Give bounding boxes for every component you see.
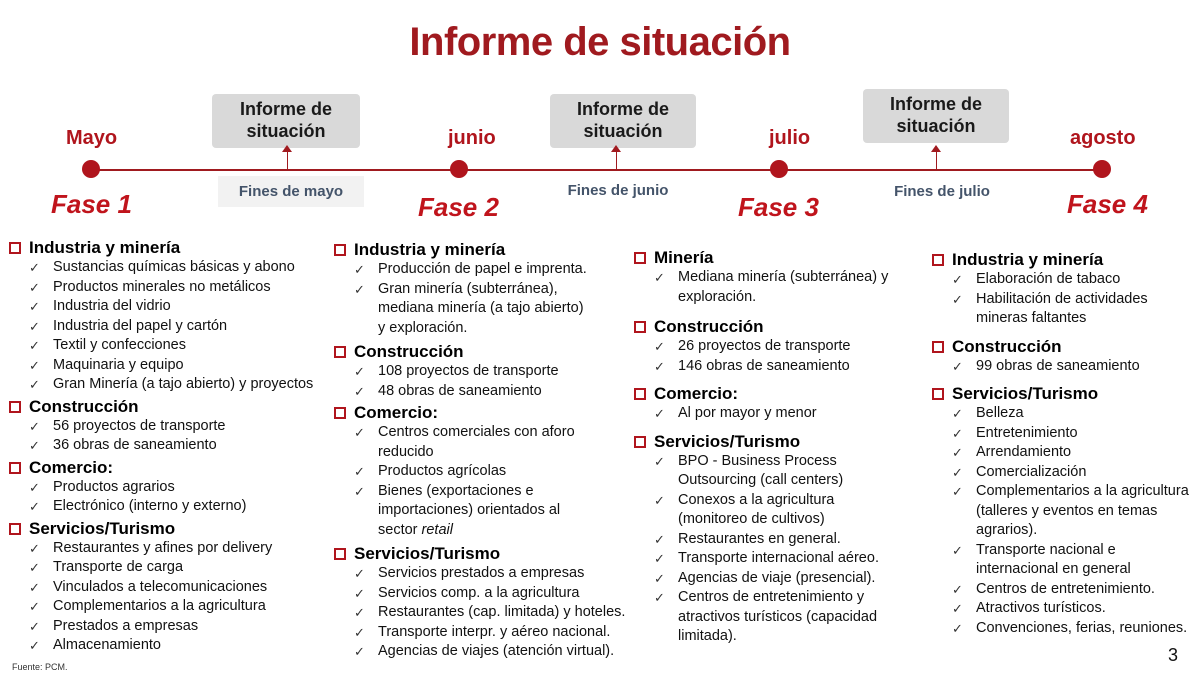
checkmark-icon: ✓ [952, 425, 963, 441]
list-item: ✓ Bienes (exportaciones e importaciones) orientados al sector retail [354, 482, 561, 538]
checkmark-icon: ✓ [29, 299, 40, 314]
checkbox-icon [9, 401, 21, 413]
checkmark-icon: ✓ [654, 551, 665, 566]
checkmark-icon: ✓ [29, 479, 40, 495]
list-item: ✓ Almacenamiento [8, 636, 330, 656]
checkmark-icon: ✓ [29, 377, 40, 392]
checkbox-icon [9, 242, 21, 254]
checkmark-icon: ✓ [29, 357, 40, 373]
checkmark-icon: ✓ [952, 358, 963, 374]
section-heading: Minería [633, 248, 915, 268]
checkmark-icon: ✓ [654, 570, 665, 586]
section-heading: Comercio: [633, 384, 915, 404]
checkmark-icon: ✓ [654, 406, 665, 421]
section-heading: Servicios/Turismo [633, 432, 915, 452]
checkmark-icon: ✓ [354, 483, 365, 499]
list-item: ✓ Transporte internacional aéreo. [633, 549, 915, 569]
checkmark-icon: ✓ [29, 260, 40, 275]
checkmark-icon: ✓ [29, 499, 40, 514]
list-item: ✓ Atractivos turísticos. [931, 599, 1197, 619]
checkmark-icon: ✓ [29, 638, 40, 653]
page-number: 3 [1168, 645, 1179, 665]
checkmark-icon: ✓ [354, 605, 365, 620]
checkmark-icon: ✓ [654, 590, 665, 605]
checkmark-icon: ✓ [952, 581, 963, 597]
list-item: ✓ Prestados a empresas [8, 617, 330, 637]
checkmark-icon: ✓ [29, 418, 40, 434]
checkmark-icon: ✓ [952, 542, 963, 558]
checkbox-icon [932, 254, 944, 266]
list-item: ✓ Sustancias químicas básicas y abono [8, 258, 330, 278]
list-item: ✓ Agencias de viajes (atención virtual). [333, 642, 633, 662]
checkbox-icon [634, 321, 646, 333]
checkmark-icon: ✓ [354, 585, 365, 601]
list-item: ✓ Centros de entretenimiento y atractivos turísticos (capacidad limitada). [654, 589, 878, 644]
list-item: ✓ Maquinaria y equipo [8, 356, 330, 376]
checkbox-icon [334, 346, 346, 358]
checkbox-icon [634, 436, 646, 448]
list-item: ✓ Belleza [931, 404, 1197, 424]
month-label-julio: julio [769, 127, 811, 149]
phase4-column [931, 248, 1197, 638]
checkmark-icon: ✓ [354, 464, 365, 479]
checkmark-icon: ✓ [29, 318, 40, 334]
report-box-mayo: Informe de situación [212, 94, 360, 148]
section-heading: Servicios/Turismo [333, 544, 633, 564]
list-item: ✓ Conexos a la agricultura (monitoreo de cultivos) [654, 491, 835, 527]
list-item: ✓ Gran Minería (a tajo abierto) y proyectos [8, 375, 330, 395]
month-label-mayo: Mayo [66, 127, 118, 149]
list-item: ✓ Gran minería (subterránea), mediana minería (a tajo abierto) y exploración. [354, 280, 584, 336]
checkbox-icon [932, 388, 944, 400]
list-item: ✓ Restaurantes y afines por delivery [8, 539, 330, 559]
checkmark-icon: ✓ [952, 272, 963, 287]
fines-label-julio: Fines de julio [894, 183, 990, 200]
list-item: ✓ 108 proyectos de transporte [333, 362, 633, 382]
list-item: ✓ Electrónico (interno y externo) [8, 497, 330, 517]
arrow-stem [616, 151, 617, 169]
checkmark-icon: ✓ [29, 338, 40, 353]
list-item: ✓ Servicios comp. a la agricultura [333, 584, 633, 604]
checkmark-icon: ✓ [654, 453, 665, 469]
checkbox-icon [9, 462, 21, 474]
checkbox-icon [334, 407, 346, 419]
report-box-junio: Informe de situación [550, 94, 696, 148]
checkmark-icon: ✓ [952, 406, 963, 421]
fines-label-junio: Fines de junio [567, 182, 669, 199]
list-item: ✓ Producción de papel e imprenta. [333, 260, 633, 280]
timeline-dot-junio [450, 160, 468, 178]
month-label-junio: junio [448, 127, 496, 149]
list-item: ✓ Al por mayor y menor [633, 404, 915, 424]
checkmark-icon: ✓ [654, 531, 665, 547]
list-item: ✓ 146 obras de saneamiento [633, 357, 915, 377]
checkmark-icon: ✓ [354, 364, 365, 379]
checkmark-icon: ✓ [29, 579, 40, 595]
list-item: ✓ Productos minerales no metálicos [8, 278, 330, 298]
checkmark-icon: ✓ [29, 540, 40, 556]
timeline-dot-agosto [1093, 160, 1111, 178]
list-item: ✓ 36 obras de saneamiento [8, 436, 330, 456]
checkmark-icon: ✓ [29, 618, 40, 634]
checkmark-icon: ✓ [952, 445, 963, 460]
list-item: ✓ Entretenimiento [931, 424, 1197, 444]
section-heading: Construcción [633, 317, 915, 337]
list-item: ✓ Industria del papel y cartón [8, 317, 330, 337]
checkmark-icon: ✓ [354, 644, 365, 659]
list-item: ✓ Productos agrarios [8, 478, 330, 498]
list-item: ✓ Convenciones, ferias, reuniones. [931, 619, 1197, 639]
list-item: ✓ BPO - Business Process Outsourcing (call centers) [654, 452, 844, 488]
checkbox-icon [932, 341, 944, 353]
fines-label-mayo: Fines de mayo [218, 176, 364, 207]
arrow-stem [936, 151, 937, 169]
section-heading: Industria y minería [931, 250, 1197, 270]
list-item: ✓ 56 proyectos de transporte [8, 417, 330, 437]
checkmark-icon: ✓ [29, 560, 40, 575]
checkbox-icon [634, 388, 646, 400]
arrow-stem [287, 151, 288, 169]
phase3-column [633, 246, 915, 647]
report-box-julio: Informe de situación [863, 89, 1009, 143]
list-item: ✓ Complementarios a la agricultura [8, 597, 330, 617]
checkmark-icon: ✓ [952, 601, 963, 616]
section-heading: Construcción [333, 342, 633, 362]
checkmark-icon: ✓ [654, 339, 665, 354]
list-item: ✓ Arrendamiento [931, 443, 1197, 463]
timeline-line [90, 169, 1104, 171]
list-item: ✓ Transporte nacional e internacional en general [952, 541, 1131, 577]
list-item: ✓ Textil y confecciones [8, 336, 330, 356]
checkmark-icon: ✓ [654, 492, 665, 508]
list-item: ✓ Complementarios a la agricultura (talleres y eventos en temas agrarios). [952, 483, 1189, 538]
checkbox-icon [334, 244, 346, 256]
checkbox-icon [9, 523, 21, 535]
list-item: ✓ Productos agrícolas [333, 462, 633, 482]
checkbox-icon [334, 548, 346, 560]
phase2-column [333, 238, 633, 662]
phase-label-2: Fase 2 [418, 192, 499, 222]
section-heading: Comercio: [333, 403, 633, 423]
checkmark-icon: ✓ [952, 484, 963, 499]
phase1-column [8, 236, 330, 656]
checkmark-icon: ✓ [354, 383, 365, 399]
checkbox-icon [634, 252, 646, 264]
checkmark-icon: ✓ [354, 425, 365, 440]
checkmark-icon: ✓ [354, 262, 365, 277]
checkmark-icon: ✓ [654, 270, 665, 285]
list-item: ✓ 26 proyectos de transporte [633, 337, 915, 357]
checkmark-icon: ✓ [29, 599, 40, 614]
checkmark-icon: ✓ [29, 438, 40, 453]
list-item: ✓ 48 obras de saneamiento [333, 382, 633, 402]
page-title: Informe de situación [409, 20, 791, 64]
section-heading: Servicios/Turismo [8, 519, 330, 539]
section-heading: Construcción [8, 397, 330, 417]
list-item: ✓ 99 obras de saneamiento [931, 357, 1197, 377]
list-item: ✓ Mediana minería (subterránea) y exploración. [654, 269, 889, 305]
checkmark-icon: ✓ [354, 281, 365, 297]
list-item: ✓ Transporte interpr. y aéreo nacional. [333, 623, 633, 643]
checkmark-icon: ✓ [29, 279, 40, 295]
list-item: ✓ Transporte de carga [8, 558, 330, 578]
section-heading: Construcción [931, 337, 1197, 357]
checkmark-icon: ✓ [952, 291, 963, 307]
month-label-agosto: agosto [1070, 127, 1136, 149]
checkmark-icon: ✓ [952, 464, 963, 480]
phase-label-4: Fase 4 [1067, 189, 1148, 219]
checkmark-icon: ✓ [354, 624, 365, 640]
phase-label-1: Fase 1 [51, 189, 132, 219]
list-item: ✓ Industria del vidrio [8, 297, 330, 317]
checkmark-icon: ✓ [654, 358, 665, 374]
source-footnote: Fuente: PCM. [12, 662, 68, 672]
list-item: ✓ Agencias de viaje (presencial). [633, 569, 915, 589]
list-item: ✓ Restaurantes (cap. limitada) y hoteles. [333, 603, 633, 623]
checkmark-icon: ✓ [354, 566, 365, 581]
list-item: ✓ Comercialización [931, 463, 1197, 483]
list-item: ✓ Centros comerciales con aforo reducido [354, 424, 575, 460]
timeline-dot-julio [770, 160, 788, 178]
timeline-dot-mayo [82, 160, 100, 178]
section-heading: Industria y minería [8, 238, 330, 258]
list-item: ✓ Elaboración de tabaco [931, 270, 1197, 290]
checkmark-icon: ✓ [952, 620, 963, 636]
list-item: ✓ Restaurantes en general. [633, 530, 915, 550]
list-item: ✓ Centros de entretenimiento. [931, 580, 1197, 600]
section-heading: Industria y minería [333, 240, 633, 260]
list-item: ✓ Servicios prestados a empresas [333, 564, 633, 584]
section-heading: Servicios/Turismo [931, 384, 1197, 404]
phase-label-3: Fase 3 [738, 192, 819, 222]
list-item: ✓ Vinculados a telecomunicaciones [8, 578, 330, 598]
section-heading: Comercio: [8, 458, 330, 478]
list-item: ✓ Habilitación de actividades mineras faltantes [952, 290, 1148, 326]
